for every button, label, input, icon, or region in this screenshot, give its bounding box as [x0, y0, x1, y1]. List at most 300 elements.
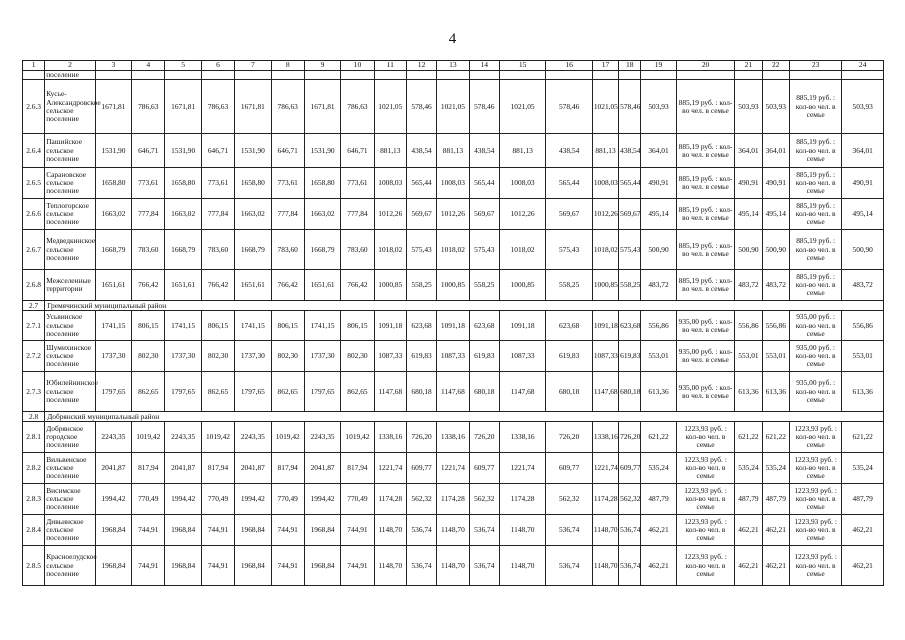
norm-note: 1223,93 руб. : кол-во чел. в семье	[789, 484, 842, 515]
value-cell: 1012,26	[374, 199, 406, 230]
continuation-text: поселение	[45, 71, 96, 80]
value-cell: 462,21	[762, 546, 789, 586]
value-cell: 503,93	[762, 80, 789, 134]
row-number: 2.7.3	[23, 372, 45, 412]
column-header: 9	[304, 61, 340, 71]
value-cell: 569,67	[619, 199, 641, 230]
value-cell: 766,42	[132, 270, 165, 301]
empty-cell	[437, 71, 469, 80]
value-cell: 744,91	[132, 515, 165, 546]
table-row	[23, 515, 884, 546]
value-cell: 619,83	[469, 341, 499, 372]
value-cell: 609,77	[406, 453, 436, 484]
value-cell: 1671,81	[165, 80, 201, 134]
value-cell: 1012,26	[499, 199, 545, 230]
value-cell: 744,91	[271, 546, 304, 586]
settlement-name: Дивьинское сельское поселение	[45, 515, 96, 546]
value-cell: 1000,85	[592, 270, 618, 301]
empty-cell	[789, 71, 842, 80]
value-cell: 881,13	[592, 134, 618, 168]
value-cell: 438,54	[469, 134, 499, 168]
value-cell: 1021,05	[437, 80, 469, 134]
value-cell: 619,83	[619, 341, 641, 372]
value-cell: 806,15	[341, 311, 374, 341]
value-cell: 1221,74	[499, 453, 545, 484]
empty-cell	[619, 71, 641, 80]
settlement-name: Вильвенское сельское поселение	[45, 453, 96, 484]
value-cell: 1651,61	[165, 270, 201, 301]
column-header: 2	[45, 61, 96, 71]
settlement-name: Шумихинское сельское поселение	[45, 341, 96, 372]
value-cell: 1658,80	[95, 168, 131, 199]
value-cell: 1087,33	[499, 341, 545, 372]
value-cell: 744,91	[201, 515, 234, 546]
norm-note: 935,00 руб. : кол-во чел. в семье	[676, 341, 735, 372]
value-cell: 1741,15	[304, 311, 340, 341]
value-cell: 562,32	[619, 484, 641, 515]
value-cell: 536,74	[619, 515, 641, 546]
value-cell: 1021,05	[592, 80, 618, 134]
value-cell: 483,72	[842, 270, 884, 301]
value-cell: 786,63	[341, 80, 374, 134]
value-cell: 1737,30	[235, 341, 271, 372]
value-cell: 680,18	[546, 372, 592, 412]
value-cell: 623,68	[469, 311, 499, 341]
settlement-name: Пашийское сельское поселение	[45, 134, 96, 168]
value-cell: 565,44	[619, 168, 641, 199]
value-cell: 565,44	[546, 168, 592, 199]
value-cell: 777,84	[271, 199, 304, 230]
column-header: 7	[235, 61, 271, 71]
value-cell: 623,68	[406, 311, 436, 341]
norm-note: 885,19 руб. : кол-во чел. в семье	[676, 199, 735, 230]
empty-cell	[341, 71, 374, 80]
value-cell: 487,79	[842, 484, 884, 515]
norm-note: 1223,93 руб. : кол-во чел. в семье	[789, 422, 842, 453]
empty-cell	[499, 71, 545, 80]
empty-cell	[132, 71, 165, 80]
value-cell: 500,90	[735, 230, 762, 270]
settlement-name: Добрянское городское поселение	[45, 422, 96, 453]
value-cell: 1531,90	[235, 134, 271, 168]
empty-cell	[271, 71, 304, 80]
value-cell: 483,72	[735, 270, 762, 301]
value-cell: 621,22	[641, 422, 676, 453]
value-cell: 562,32	[546, 484, 592, 515]
value-cell: 1663,02	[95, 199, 131, 230]
value-cell: 1658,80	[304, 168, 340, 199]
value-cell: 536,74	[546, 515, 592, 546]
value-cell: 490,91	[762, 168, 789, 199]
value-cell: 1741,15	[165, 311, 201, 341]
value-cell: 1021,05	[499, 80, 545, 134]
value-cell: 562,32	[469, 484, 499, 515]
norm-note: 935,00 руб. : кол-во чел. в семье	[789, 341, 842, 372]
column-header: 5	[165, 61, 201, 71]
value-cell: 1968,84	[304, 515, 340, 546]
value-cell: 556,86	[735, 311, 762, 341]
settlement-name: Красноелудское сельское поселение	[45, 546, 96, 586]
value-cell: 646,71	[271, 134, 304, 168]
value-cell: 1663,02	[165, 199, 201, 230]
value-cell: 744,91	[132, 546, 165, 586]
value-cell: 1091,18	[592, 311, 618, 341]
norm-note: 935,00 руб. : кол-во чел. в семье	[789, 311, 842, 341]
continuation-row	[23, 71, 884, 80]
value-cell: 1147,68	[592, 372, 618, 412]
empty-cell	[235, 71, 271, 80]
row-number: 2.6.7	[23, 230, 45, 270]
value-cell: 1019,42	[132, 422, 165, 453]
value-cell: 802,30	[201, 341, 234, 372]
page-number: 4	[448, 31, 457, 47]
value-cell: 862,65	[201, 372, 234, 412]
section-number: 2.8	[23, 412, 45, 422]
column-header: 13	[437, 61, 469, 71]
value-cell: 744,91	[341, 546, 374, 586]
value-cell: 1019,42	[341, 422, 374, 453]
value-cell: 623,68	[546, 311, 592, 341]
column-header: 16	[546, 61, 592, 71]
value-cell: 766,42	[271, 270, 304, 301]
value-cell: 553,01	[842, 341, 884, 372]
value-cell: 536,74	[469, 515, 499, 546]
value-cell: 556,86	[641, 311, 676, 341]
value-cell: 726,20	[406, 422, 436, 453]
norm-note: 885,19 руб. : кол-во чел. в семье	[676, 270, 735, 301]
value-cell: 1994,42	[165, 484, 201, 515]
value-cell: 2041,87	[165, 453, 201, 484]
row-number: 2.8.4	[23, 515, 45, 546]
value-cell: 726,20	[469, 422, 499, 453]
value-cell: 862,65	[271, 372, 304, 412]
value-cell: 536,74	[406, 546, 436, 586]
section-title: Гремячинский муниципальный район	[45, 301, 884, 311]
empty-cell	[592, 71, 618, 80]
value-cell: 487,79	[735, 484, 762, 515]
column-header: 4	[132, 61, 165, 71]
column-header: 6	[201, 61, 234, 71]
value-cell: 1008,03	[437, 168, 469, 199]
value-cell: 609,77	[619, 453, 641, 484]
value-cell: 553,01	[641, 341, 676, 372]
value-cell: 1658,80	[235, 168, 271, 199]
column-header: 23	[789, 61, 842, 71]
value-cell: 609,77	[546, 453, 592, 484]
table-row	[23, 168, 884, 199]
value-cell: 802,30	[271, 341, 304, 372]
table-row	[23, 372, 884, 412]
value-cell: 646,71	[201, 134, 234, 168]
value-cell: 536,74	[546, 546, 592, 586]
value-cell: 462,21	[735, 515, 762, 546]
value-cell: 1797,65	[165, 372, 201, 412]
value-cell: 1741,15	[95, 311, 131, 341]
value-cell: 1994,42	[235, 484, 271, 515]
value-cell: 1797,65	[235, 372, 271, 412]
section-row	[23, 301, 884, 311]
value-cell: 364,01	[842, 134, 884, 168]
value-cell: 1221,74	[374, 453, 406, 484]
norm-note: 935,00 руб. : кол-во чел. в семье	[676, 311, 735, 341]
table-row	[23, 422, 884, 453]
norm-note: 885,19 руб. : кол-во чел. в семье	[789, 168, 842, 199]
value-cell: 680,18	[619, 372, 641, 412]
norm-note: 1223,93 руб. : кол-во чел. в семье	[789, 515, 842, 546]
value-cell: 1000,85	[499, 270, 545, 301]
value-cell: 817,94	[201, 453, 234, 484]
value-cell: 726,20	[546, 422, 592, 453]
value-cell: 770,49	[132, 484, 165, 515]
column-header: 22	[762, 61, 789, 71]
norm-note: 885,19 руб. : кол-во чел. в семье	[676, 134, 735, 168]
value-cell: 806,15	[132, 311, 165, 341]
settlement-name: Медведкинское сельское поселение	[45, 230, 96, 270]
value-cell: 569,67	[406, 199, 436, 230]
norm-note: 1223,93 руб. : кол-во чел. в семье	[676, 546, 735, 586]
value-cell: 1148,70	[437, 546, 469, 586]
value-cell: 621,22	[762, 422, 789, 453]
value-cell: 773,61	[271, 168, 304, 199]
value-cell: 556,86	[842, 311, 884, 341]
value-cell: 613,36	[735, 372, 762, 412]
table-row	[23, 230, 884, 270]
value-cell: 773,61	[132, 168, 165, 199]
value-cell: 1741,15	[235, 311, 271, 341]
value-cell: 1008,03	[592, 168, 618, 199]
value-cell: 1148,70	[374, 546, 406, 586]
value-cell: 786,63	[271, 80, 304, 134]
value-cell: 364,01	[641, 134, 676, 168]
value-cell: 578,46	[406, 80, 436, 134]
value-cell: 1663,02	[304, 199, 340, 230]
value-cell: 1338,16	[592, 422, 618, 453]
value-cell: 1000,85	[374, 270, 406, 301]
table-row	[23, 341, 884, 372]
norm-note: 1223,93 руб. : кол-во чел. в семье	[676, 515, 735, 546]
value-cell: 500,90	[641, 230, 676, 270]
value-cell: 1148,70	[437, 515, 469, 546]
value-cell: 364,01	[762, 134, 789, 168]
value-cell: 1012,26	[437, 199, 469, 230]
row-number: 2.7.2	[23, 341, 45, 372]
value-cell: 1968,84	[235, 515, 271, 546]
value-cell: 487,79	[641, 484, 676, 515]
column-header: 17	[592, 61, 618, 71]
value-cell: 2041,87	[95, 453, 131, 484]
settlement-name: Юбилейнинское сельское поселение	[45, 372, 96, 412]
value-cell: 862,65	[341, 372, 374, 412]
value-cell: 558,25	[469, 270, 499, 301]
value-cell: 621,22	[842, 422, 884, 453]
column-header: 14	[469, 61, 499, 71]
value-cell: 613,36	[842, 372, 884, 412]
norm-note: 885,19 руб. : кол-во чел. в семье	[676, 230, 735, 270]
value-cell: 1018,02	[499, 230, 545, 270]
empty-cell	[641, 71, 676, 80]
value-cell: 1668,79	[304, 230, 340, 270]
norm-note: 885,19 руб. : кол-во чел. в семье	[789, 134, 842, 168]
value-cell: 1018,02	[374, 230, 406, 270]
value-cell: 536,74	[406, 515, 436, 546]
value-cell: 1012,26	[592, 199, 618, 230]
value-cell: 364,01	[735, 134, 762, 168]
column-header: 8	[271, 61, 304, 71]
column-header: 11	[374, 61, 406, 71]
row-number: 2.8.1	[23, 422, 45, 453]
value-cell: 817,94	[132, 453, 165, 484]
value-cell: 806,15	[271, 311, 304, 341]
section-title: Добрянский муниципальный район	[45, 412, 884, 422]
value-cell: 438,54	[619, 134, 641, 168]
value-cell: 1174,28	[592, 484, 618, 515]
value-cell: 462,21	[762, 515, 789, 546]
empty-cell	[546, 71, 592, 80]
value-cell: 438,54	[546, 134, 592, 168]
value-cell: 1147,68	[374, 372, 406, 412]
value-cell: 495,14	[762, 199, 789, 230]
norm-note: 885,19 руб. : кол-во чел. в семье	[789, 80, 842, 134]
value-cell: 503,93	[842, 80, 884, 134]
settlement-name: Усьвинское сельское поселение	[45, 311, 96, 341]
value-cell: 536,74	[469, 546, 499, 586]
value-cell: 1968,84	[165, 546, 201, 586]
value-cell: 1668,79	[165, 230, 201, 270]
value-cell: 553,01	[762, 341, 789, 372]
norm-note: 1223,93 руб. : кол-во чел. в семье	[789, 453, 842, 484]
value-cell: 619,83	[406, 341, 436, 372]
value-cell: 1148,70	[499, 546, 545, 586]
value-cell: 1147,68	[499, 372, 545, 412]
value-cell: 1668,79	[235, 230, 271, 270]
value-cell: 786,63	[132, 80, 165, 134]
value-cell: 1968,84	[304, 546, 340, 586]
value-cell: 646,71	[341, 134, 374, 168]
value-cell: 1148,70	[592, 515, 618, 546]
norm-note: 1223,93 руб. : кол-во чел. в семье	[676, 453, 735, 484]
value-cell: 565,44	[406, 168, 436, 199]
norm-note: 885,19 руб. : кол-во чел. в семье	[789, 230, 842, 270]
value-cell: 680,18	[469, 372, 499, 412]
value-cell: 881,13	[437, 134, 469, 168]
row-number: 2.7.1	[23, 311, 45, 341]
value-cell: 578,46	[546, 80, 592, 134]
value-cell: 565,44	[469, 168, 499, 199]
value-cell: 1797,65	[304, 372, 340, 412]
value-cell: 806,15	[201, 311, 234, 341]
norm-note: 1223,93 руб. : кол-во чел. в семье	[676, 422, 735, 453]
value-cell: 1087,33	[592, 341, 618, 372]
empty-cell	[95, 71, 131, 80]
value-cell: 1968,84	[95, 515, 131, 546]
settlement-name: Сарановское сельское поселение	[45, 168, 96, 199]
value-cell: 575,43	[619, 230, 641, 270]
value-cell: 558,25	[619, 270, 641, 301]
settlement-name: Межселенные территории	[45, 270, 96, 301]
value-cell: 1671,81	[235, 80, 271, 134]
value-cell: 1148,70	[374, 515, 406, 546]
empty-cell	[165, 71, 201, 80]
value-cell: 783,60	[271, 230, 304, 270]
value-cell: 438,54	[406, 134, 436, 168]
value-cell: 1174,28	[374, 484, 406, 515]
table-body	[23, 61, 884, 586]
value-cell: 770,49	[271, 484, 304, 515]
value-cell: 569,67	[469, 199, 499, 230]
value-cell: 536,74	[619, 546, 641, 586]
value-cell: 783,60	[201, 230, 234, 270]
empty-cell	[304, 71, 340, 80]
value-cell: 490,91	[842, 168, 884, 199]
norm-note: 935,00 руб. : кол-во чел. в семье	[789, 372, 842, 412]
value-cell: 744,91	[271, 515, 304, 546]
value-cell: 558,25	[406, 270, 436, 301]
value-cell: 578,46	[619, 80, 641, 134]
settlement-name: Теплогорское сельское поселение	[45, 199, 96, 230]
value-cell: 777,84	[341, 199, 374, 230]
value-cell: 462,21	[735, 546, 762, 586]
value-cell: 1147,68	[437, 372, 469, 412]
value-cell: 487,79	[762, 484, 789, 515]
value-cell: 503,93	[641, 80, 676, 134]
value-cell: 1091,18	[374, 311, 406, 341]
value-cell: 783,60	[132, 230, 165, 270]
value-cell: 777,84	[201, 199, 234, 230]
value-cell: 1018,02	[437, 230, 469, 270]
value-cell: 1338,16	[499, 422, 545, 453]
value-cell: 1671,81	[95, 80, 131, 134]
norm-note: 885,19 руб. : кол-во чел. в семье	[789, 199, 842, 230]
value-cell: 1651,61	[304, 270, 340, 301]
column-header: 24	[842, 61, 884, 71]
table-row	[23, 453, 884, 484]
value-cell: 575,43	[469, 230, 499, 270]
table-row	[23, 80, 884, 134]
value-cell: 495,14	[842, 199, 884, 230]
value-cell: 500,90	[842, 230, 884, 270]
value-cell: 621,22	[735, 422, 762, 453]
value-cell: 490,91	[641, 168, 676, 199]
value-cell: 562,32	[406, 484, 436, 515]
value-cell: 817,94	[341, 453, 374, 484]
value-cell: 2243,35	[235, 422, 271, 453]
value-cell: 619,83	[546, 341, 592, 372]
value-cell: 1174,28	[499, 484, 545, 515]
value-cell: 744,91	[201, 546, 234, 586]
empty-cell	[676, 71, 735, 80]
value-cell: 881,13	[374, 134, 406, 168]
value-cell: 2243,35	[165, 422, 201, 453]
table-row	[23, 270, 884, 301]
column-header: 12	[406, 61, 436, 71]
value-cell: 535,24	[641, 453, 676, 484]
value-cell: 1531,90	[165, 134, 201, 168]
empty-cell	[406, 71, 436, 80]
value-cell: 503,93	[735, 80, 762, 134]
norm-note: 1223,93 руб. : кол-во чел. в семье	[676, 484, 735, 515]
column-header: 19	[641, 61, 676, 71]
value-cell: 623,68	[619, 311, 641, 341]
row-number: 2.6.4	[23, 134, 45, 168]
value-cell: 862,65	[132, 372, 165, 412]
row-number: 2.6.3	[23, 80, 45, 134]
value-cell: 783,60	[341, 230, 374, 270]
value-cell: 1737,30	[304, 341, 340, 372]
norm-note: 1223,93 руб. : кол-во чел. в семье	[789, 546, 842, 586]
column-header: 21	[735, 61, 762, 71]
value-cell: 1797,65	[95, 372, 131, 412]
value-cell: 1668,79	[95, 230, 131, 270]
